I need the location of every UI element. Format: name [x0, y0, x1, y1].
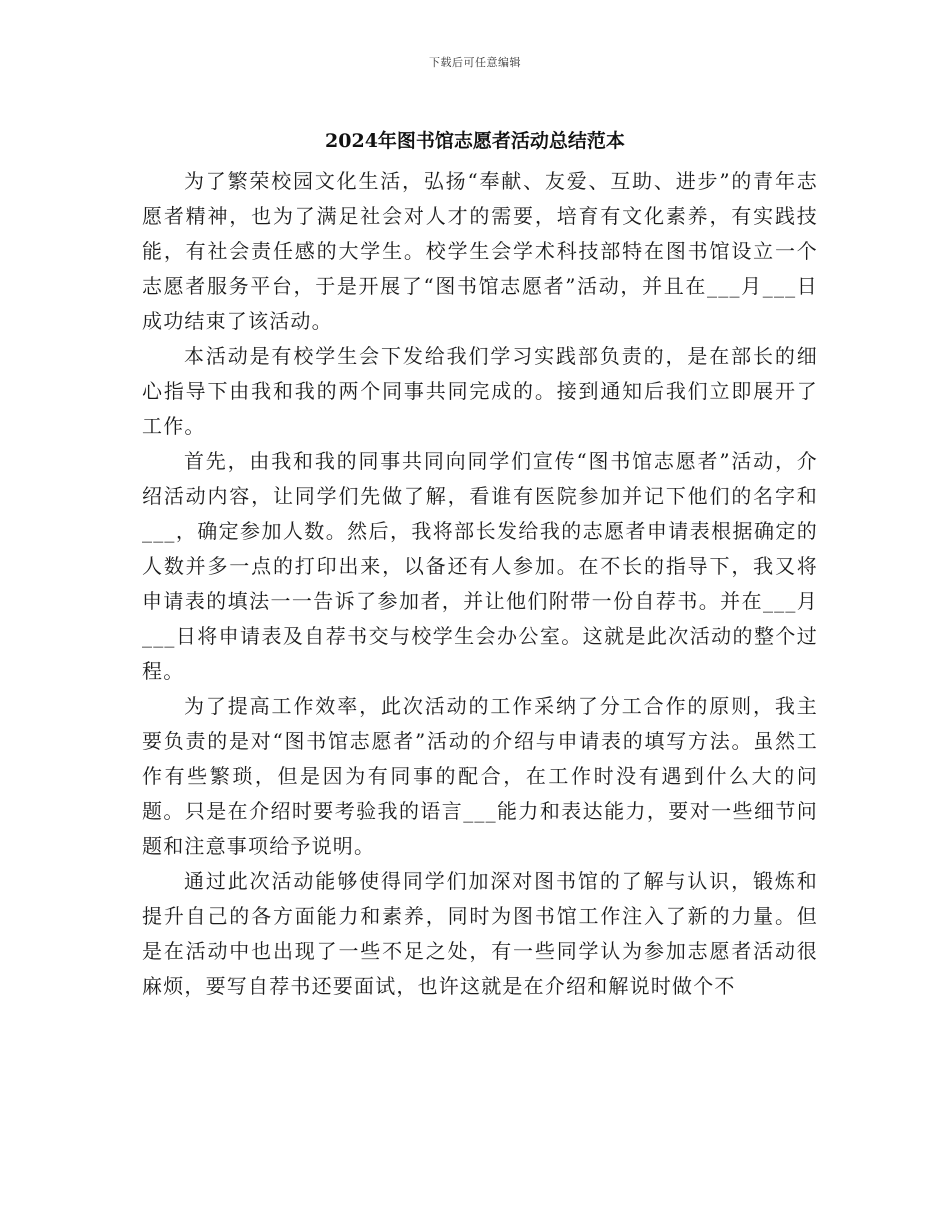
paragraph-1: 为了繁荣校园文化生活，弘扬“奉献、友爱、互助、进步”的青年志愿者精神，也为了满足社会对人才的需要，培育有文化素养，有实践技能，有社会责任感的大学生。校学生会学术科技部特在图书馆设立一个志愿者服务平台，于是开展了“图书馆志愿者”活动，并且在___月___日成功结束了该活动。 — [142, 169, 818, 333]
paragraph-2: 本活动是有校学生会下发给我们学习实践部负责的，是在部长的细心指导下由我和我的两个同事共同完成的。接到通知后我们立即展开了工作。 — [142, 344, 818, 438]
page-title: 2024年图书馆志愿者活动总结范本 — [325, 130, 625, 152]
header-note: 下载后可任意编辑 — [429, 56, 521, 69]
document-body — [142, 164, 818, 1004]
paragraph-3: 首先，由我和我的同事共同向同学们宣传“图书馆志愿者”活动，介绍活动内容，让同学们先做了解，看谁有医院参加并记下他们的名字和___，确定参加人数。然后，我将部长发给我的志愿者申请表根据确定的人数并多一点的打印出来，以备还有人参加。在不长的指导下，我又将申请表的填法一一告诉了参加者，并让他们附带一份自荐书。并在___月___日将申请表及自荐书交与校学生会办公室。这就是此次活动的整个过程。 — [142, 449, 818, 683]
paragraph-4: 为了提高工作效率，此次活动的工作采纳了分工合作的原则，我主要负责的是对“图书馆志愿者”活动的介绍与申请表的填写方法。虽然工作有些繁琐，但是因为有同事的配合，在工作时没有遇到什么大的问题。只是在介绍时要考验我的语言___能力和表达能力，要对一些细节问题和注意事项给予说明。 — [142, 694, 818, 858]
paragraph-5: 通过此次活动能够使得同学们加深对图书馆的了解与认识，锻炼和提升自己的各方面能力和素养，同时为图书馆工作注入了新的力量。但是在活动中也出现了一些不足之处，有一些同学认为参加志愿者活动很麻烦，要写自荐书还要面试，也许这就是在介绍和解说时做个不 — [142, 869, 818, 998]
